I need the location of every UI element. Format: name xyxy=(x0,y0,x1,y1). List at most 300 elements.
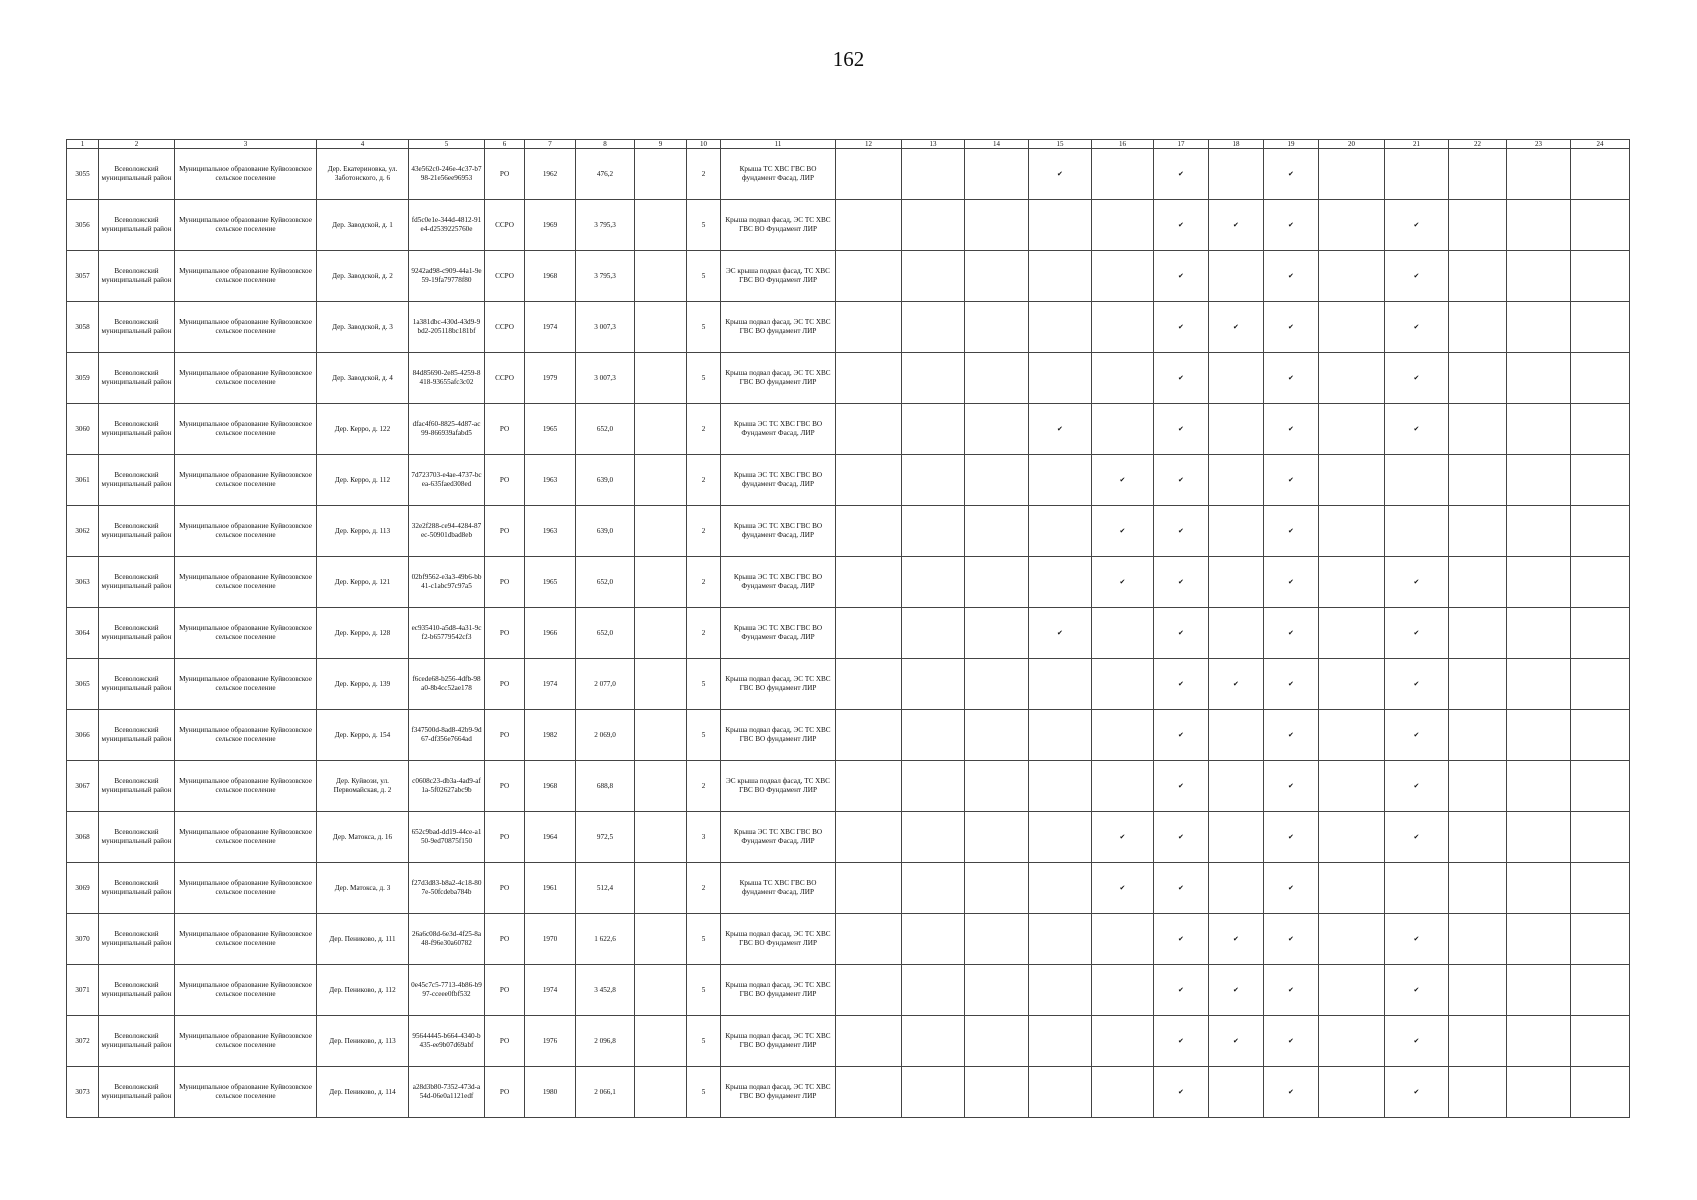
settlement-cell: Муниципальное образование Куйвозовское сельское поселение xyxy=(175,659,317,710)
empty-cell xyxy=(1571,1016,1630,1067)
year-cell: 1963 xyxy=(525,455,576,506)
area-cell: 3 007,3 xyxy=(576,302,635,353)
empty-cell xyxy=(1029,965,1092,1016)
empty-cell xyxy=(965,863,1029,914)
check-mark-icon: ✔ xyxy=(1264,1016,1319,1067)
district-cell: Всеволожский муниципальный район xyxy=(99,557,175,608)
settlement-cell: Муниципальное образование Куйвозовское сельское поселение xyxy=(175,914,317,965)
year-cell: 1970 xyxy=(525,914,576,965)
row-number: 3060 xyxy=(67,404,99,455)
check-mark-icon: ✔ xyxy=(1209,965,1264,1016)
empty-cell xyxy=(1507,761,1571,812)
check-mark-icon: ✔ xyxy=(1385,251,1449,302)
empty-cell xyxy=(635,404,687,455)
area-cell: 2 096,8 xyxy=(576,1016,635,1067)
empty-cell xyxy=(1209,149,1264,200)
year-cell: 1965 xyxy=(525,557,576,608)
empty-cell xyxy=(1507,302,1571,353)
district-cell: Всеволожский муниципальный район xyxy=(99,353,175,404)
empty-cell xyxy=(1385,506,1449,557)
check-mark-icon: ✔ xyxy=(1385,200,1449,251)
works-cell: Крыша подвал фасад, ЭС ТС ХВС ГВС ВО фундамент ЛИР xyxy=(721,710,836,761)
district-cell: Всеволожский муниципальный район xyxy=(99,1016,175,1067)
check-mark-icon: ✔ xyxy=(1264,404,1319,455)
empty-cell xyxy=(1449,200,1507,251)
building-code-cell: a28d3b80-7352-473d-a54d-06e0a1121edf xyxy=(409,1067,485,1118)
building-code-cell: f6cede68-b256-4dfb-98a0-8b4cc52ae178 xyxy=(409,659,485,710)
empty-cell xyxy=(965,557,1029,608)
empty-cell xyxy=(635,812,687,863)
year-cell: 1974 xyxy=(525,302,576,353)
empty-cell xyxy=(1029,863,1092,914)
empty-cell xyxy=(1449,506,1507,557)
empty-cell xyxy=(1571,353,1630,404)
table-body xyxy=(67,149,1630,1118)
district-cell: Всеволожский муниципальный район xyxy=(99,659,175,710)
address-cell: Дер. Керро, д. 128 xyxy=(317,608,409,659)
floors-cell: 5 xyxy=(687,914,721,965)
row-number: 3073 xyxy=(67,1067,99,1118)
type-cell: РО xyxy=(485,455,525,506)
empty-cell xyxy=(1092,404,1154,455)
building-code-cell: 32e2f288-ce94-4284-87ec-50901dbad8eb xyxy=(409,506,485,557)
check-mark-icon: ✔ xyxy=(1154,914,1209,965)
type-cell: РО xyxy=(485,812,525,863)
empty-cell xyxy=(902,965,965,1016)
area-cell: 639,0 xyxy=(576,506,635,557)
empty-cell xyxy=(1449,404,1507,455)
works-cell: Крыша ЭС ТС ХВС ГВС ВО Фундамент Фасад, ЛИР xyxy=(721,404,836,455)
settlement-cell: Муниципальное образование Куйвозовское сельское поселение xyxy=(175,506,317,557)
row-number: 3069 xyxy=(67,863,99,914)
row-number: 3055 xyxy=(67,149,99,200)
check-mark-icon: ✔ xyxy=(1264,200,1319,251)
check-mark-icon: ✔ xyxy=(1385,608,1449,659)
check-mark-icon: ✔ xyxy=(1264,608,1319,659)
column-header: 18 xyxy=(1209,140,1264,149)
check-mark-icon: ✔ xyxy=(1154,149,1209,200)
works-cell: Крыша ЭС ТС ХВС ГВС ВО Фундамент Фасад, ЛИР xyxy=(721,557,836,608)
empty-cell xyxy=(1571,251,1630,302)
check-mark-icon: ✔ xyxy=(1264,506,1319,557)
empty-cell xyxy=(1507,914,1571,965)
empty-cell xyxy=(1092,353,1154,404)
empty-cell xyxy=(902,812,965,863)
check-mark-icon: ✔ xyxy=(1385,812,1449,863)
row-number: 3057 xyxy=(67,251,99,302)
empty-cell xyxy=(1209,608,1264,659)
area-cell: 3 452,8 xyxy=(576,965,635,1016)
empty-cell xyxy=(1319,608,1385,659)
empty-cell xyxy=(635,506,687,557)
area-cell: 3 007,3 xyxy=(576,353,635,404)
check-mark-icon: ✔ xyxy=(1264,965,1319,1016)
row-number: 3058 xyxy=(67,302,99,353)
empty-cell xyxy=(1507,251,1571,302)
works-cell: Крыша подвал фасад, ЭС ТС ХВС ГВС ВО фундамент ЛИР xyxy=(721,353,836,404)
empty-cell xyxy=(1449,812,1507,863)
table-row xyxy=(67,1067,1630,1118)
floors-cell: 5 xyxy=(687,251,721,302)
district-cell: Всеволожский муниципальный район xyxy=(99,200,175,251)
empty-cell xyxy=(902,506,965,557)
district-cell: Всеволожский муниципальный район xyxy=(99,965,175,1016)
empty-cell xyxy=(1449,710,1507,761)
year-cell: 1974 xyxy=(525,659,576,710)
type-cell: РО xyxy=(485,149,525,200)
area-cell: 652,0 xyxy=(576,557,635,608)
empty-cell xyxy=(1029,659,1092,710)
check-mark-icon: ✔ xyxy=(1154,557,1209,608)
empty-cell xyxy=(1571,302,1630,353)
check-mark-icon: ✔ xyxy=(1209,302,1264,353)
address-cell: Дер. Матокса, д. 16 xyxy=(317,812,409,863)
area-cell: 476,2 xyxy=(576,149,635,200)
building-code-cell: 1a381dbc-430d-43d9-9bd2-205118bc181bf xyxy=(409,302,485,353)
building-code-cell: 84d85690-2e85-4259-8418-93655afc3c02 xyxy=(409,353,485,404)
row-number: 3064 xyxy=(67,608,99,659)
empty-cell xyxy=(1092,710,1154,761)
column-header: 13 xyxy=(902,140,965,149)
address-cell: Дер. Екатериновка, ул. Заботонского, д. 6 xyxy=(317,149,409,200)
empty-cell xyxy=(1092,608,1154,659)
area-cell: 688,8 xyxy=(576,761,635,812)
type-cell: ССРО xyxy=(485,200,525,251)
empty-cell xyxy=(965,608,1029,659)
check-mark-icon: ✔ xyxy=(1264,455,1319,506)
works-cell: ЭС крыша подвал фасад, ТС ХВС ГВС ВО Фундамент ЛИР xyxy=(721,251,836,302)
district-cell: Всеволожский муниципальный район xyxy=(99,608,175,659)
empty-cell xyxy=(1319,863,1385,914)
floors-cell: 2 xyxy=(687,557,721,608)
empty-cell xyxy=(1029,557,1092,608)
empty-cell xyxy=(1507,659,1571,710)
empty-cell xyxy=(1571,710,1630,761)
address-cell: Дер. Пениково, д. 112 xyxy=(317,965,409,1016)
empty-cell xyxy=(1092,761,1154,812)
empty-cell xyxy=(1319,659,1385,710)
type-cell: РО xyxy=(485,710,525,761)
check-mark-icon: ✔ xyxy=(1154,1016,1209,1067)
check-mark-icon: ✔ xyxy=(1154,812,1209,863)
empty-cell xyxy=(965,404,1029,455)
empty-cell xyxy=(836,710,902,761)
empty-cell xyxy=(1507,455,1571,506)
empty-cell xyxy=(1449,1067,1507,1118)
settlement-cell: Муниципальное образование Куйвозовское сельское поселение xyxy=(175,557,317,608)
empty-cell xyxy=(1209,404,1264,455)
row-number: 3067 xyxy=(67,761,99,812)
district-cell: Всеволожский муниципальный район xyxy=(99,251,175,302)
check-mark-icon: ✔ xyxy=(1385,1016,1449,1067)
column-header: 8 xyxy=(576,140,635,149)
table-row xyxy=(67,761,1630,812)
check-mark-icon: ✔ xyxy=(1154,302,1209,353)
column-header: 17 xyxy=(1154,140,1209,149)
type-cell: РО xyxy=(485,965,525,1016)
type-cell: ССРО xyxy=(485,302,525,353)
type-cell: РО xyxy=(485,608,525,659)
works-cell: Крыша подвал фасад, ЭС ТС ХВС ГВС ВО фундамент ЛИР xyxy=(721,1067,836,1118)
area-cell: 972,5 xyxy=(576,812,635,863)
empty-cell xyxy=(1319,302,1385,353)
type-cell: РО xyxy=(485,761,525,812)
floors-cell: 5 xyxy=(687,710,721,761)
empty-cell xyxy=(965,302,1029,353)
column-header: 14 xyxy=(965,140,1029,149)
type-cell: РО xyxy=(485,404,525,455)
district-cell: Всеволожский муниципальный район xyxy=(99,914,175,965)
empty-cell xyxy=(1319,761,1385,812)
floors-cell: 2 xyxy=(687,608,721,659)
empty-cell xyxy=(1507,710,1571,761)
check-mark-icon: ✔ xyxy=(1264,710,1319,761)
column-header: 7 xyxy=(525,140,576,149)
empty-cell xyxy=(836,506,902,557)
empty-cell xyxy=(1507,965,1571,1016)
building-code-cell: fd5c0e1e-344d-4812-91e4-d2539225760e xyxy=(409,200,485,251)
works-cell: Крыша ЭС ТС ХВС ГВС ВО фундамент Фасад, ЛИР xyxy=(721,506,836,557)
empty-cell xyxy=(635,1016,687,1067)
check-mark-icon: ✔ xyxy=(1385,761,1449,812)
empty-cell xyxy=(1029,455,1092,506)
empty-cell xyxy=(965,1016,1029,1067)
table-row xyxy=(67,353,1630,404)
empty-cell xyxy=(965,965,1029,1016)
address-cell: Дер. Керро, д. 154 xyxy=(317,710,409,761)
empty-cell xyxy=(1507,149,1571,200)
row-number: 3056 xyxy=(67,200,99,251)
check-mark-icon: ✔ xyxy=(1264,914,1319,965)
check-mark-icon: ✔ xyxy=(1385,1067,1449,1118)
check-mark-icon: ✔ xyxy=(1092,455,1154,506)
empty-cell xyxy=(1507,1016,1571,1067)
empty-cell xyxy=(1507,812,1571,863)
empty-cell xyxy=(1571,557,1630,608)
check-mark-icon: ✔ xyxy=(1385,302,1449,353)
district-cell: Всеволожский муниципальный район xyxy=(99,506,175,557)
empty-cell xyxy=(836,659,902,710)
year-cell: 1962 xyxy=(525,149,576,200)
settlement-cell: Муниципальное образование Куйвозовское сельское поселение xyxy=(175,863,317,914)
empty-cell xyxy=(1449,761,1507,812)
empty-cell xyxy=(1209,455,1264,506)
empty-cell xyxy=(902,557,965,608)
year-cell: 1979 xyxy=(525,353,576,404)
empty-cell xyxy=(836,149,902,200)
address-cell: Дер. Пениково, д. 114 xyxy=(317,1067,409,1118)
empty-cell xyxy=(965,251,1029,302)
table-row xyxy=(67,863,1630,914)
floors-cell: 5 xyxy=(687,659,721,710)
empty-cell xyxy=(836,812,902,863)
type-cell: ССРО xyxy=(485,251,525,302)
check-mark-icon: ✔ xyxy=(1264,1067,1319,1118)
empty-cell xyxy=(965,812,1029,863)
year-cell: 1974 xyxy=(525,965,576,1016)
empty-cell xyxy=(635,251,687,302)
empty-cell xyxy=(635,608,687,659)
works-cell: Крыша подвал фасад, ЭС ТС ХВС ГВС ВО Фундамент ЛИР xyxy=(721,200,836,251)
works-cell: Крыша ЭС ТС ХВС ГВС ВО Фундамент Фасад, ЛИР xyxy=(721,812,836,863)
column-header: 19 xyxy=(1264,140,1319,149)
empty-cell xyxy=(902,863,965,914)
check-mark-icon: ✔ xyxy=(1264,302,1319,353)
empty-cell xyxy=(1209,710,1264,761)
address-cell: Дер. Заводской, д. 1 xyxy=(317,200,409,251)
empty-cell xyxy=(1319,506,1385,557)
empty-cell xyxy=(836,353,902,404)
empty-cell xyxy=(1571,863,1630,914)
district-cell: Всеволожский муниципальный район xyxy=(99,812,175,863)
check-mark-icon: ✔ xyxy=(1209,1016,1264,1067)
check-mark-icon: ✔ xyxy=(1264,353,1319,404)
year-cell: 1965 xyxy=(525,404,576,455)
empty-cell xyxy=(1571,200,1630,251)
empty-cell xyxy=(1449,353,1507,404)
type-cell: РО xyxy=(485,557,525,608)
settlement-cell: Муниципальное образование Куйвозовское сельское поселение xyxy=(175,608,317,659)
empty-cell xyxy=(1319,965,1385,1016)
empty-cell xyxy=(1092,1067,1154,1118)
check-mark-icon: ✔ xyxy=(1154,506,1209,557)
year-cell: 1980 xyxy=(525,1067,576,1118)
empty-cell xyxy=(902,761,965,812)
empty-cell xyxy=(1507,1067,1571,1118)
works-cell: Крыша подвал фасад, ЭС ТС ХВС ГВС ВО фундамент ЛИР xyxy=(721,1016,836,1067)
empty-cell xyxy=(1449,1016,1507,1067)
area-cell: 2 066,1 xyxy=(576,1067,635,1118)
table-row xyxy=(67,506,1630,557)
building-code-cell: f27d3d83-b8a2-4c18-807e-50fcdeba784b xyxy=(409,863,485,914)
empty-cell xyxy=(1029,710,1092,761)
check-mark-icon: ✔ xyxy=(1092,557,1154,608)
district-cell: Всеволожский муниципальный район xyxy=(99,404,175,455)
address-cell: Дер. Заводской, д. 2 xyxy=(317,251,409,302)
type-cell: РО xyxy=(485,1067,525,1118)
year-cell: 1982 xyxy=(525,710,576,761)
empty-cell xyxy=(836,200,902,251)
settlement-cell: Муниципальное образование Куйвозовское сельское поселение xyxy=(175,302,317,353)
empty-cell xyxy=(902,251,965,302)
year-cell: 1964 xyxy=(525,812,576,863)
floors-cell: 5 xyxy=(687,353,721,404)
empty-cell xyxy=(1449,149,1507,200)
address-cell: Дер. Керро, д. 112 xyxy=(317,455,409,506)
table-row xyxy=(67,659,1630,710)
empty-cell xyxy=(1209,1067,1264,1118)
works-cell: ЭС крыша подвал фасад, ТС ХВС ГВС ВО Фундамент ЛИР xyxy=(721,761,836,812)
empty-cell xyxy=(1449,659,1507,710)
floors-cell: 3 xyxy=(687,812,721,863)
empty-cell xyxy=(1449,914,1507,965)
building-code-cell: 9242ad98-c909-44a1-9e59-19fa79778f80 xyxy=(409,251,485,302)
empty-cell xyxy=(1319,455,1385,506)
district-cell: Всеволожский муниципальный район xyxy=(99,761,175,812)
empty-cell xyxy=(965,761,1029,812)
empty-cell xyxy=(1507,353,1571,404)
settlement-cell: Муниципальное образование Куйвозовское сельское поселение xyxy=(175,710,317,761)
empty-cell xyxy=(1571,149,1630,200)
district-cell: Всеволожский муниципальный район xyxy=(99,302,175,353)
check-mark-icon: ✔ xyxy=(1092,863,1154,914)
empty-cell xyxy=(965,506,1029,557)
empty-cell xyxy=(1571,404,1630,455)
empty-cell xyxy=(1385,455,1449,506)
floors-cell: 5 xyxy=(687,302,721,353)
row-number: 3066 xyxy=(67,710,99,761)
row-number: 3068 xyxy=(67,812,99,863)
empty-cell xyxy=(1029,302,1092,353)
building-code-cell: 95644445-b664-4340-b435-ee9b07d69abf xyxy=(409,1016,485,1067)
check-mark-icon: ✔ xyxy=(1385,404,1449,455)
check-mark-icon: ✔ xyxy=(1385,914,1449,965)
building-code-cell: 02bf9562-e3a3-49b6-bb41-c1abc97c97a5 xyxy=(409,557,485,608)
building-code-cell: 26a6c08d-6e3d-4f25-8a48-f96e30a60782 xyxy=(409,914,485,965)
type-cell: РО xyxy=(485,659,525,710)
empty-cell xyxy=(1029,353,1092,404)
check-mark-icon: ✔ xyxy=(1385,710,1449,761)
settlement-cell: Муниципальное образование Куйвозовское сельское поселение xyxy=(175,149,317,200)
column-header: 3 xyxy=(175,140,317,149)
table-row xyxy=(67,812,1630,863)
check-mark-icon: ✔ xyxy=(1029,404,1092,455)
building-code-cell: f347500d-8ad8-42b9-9d67-df356e7664ad xyxy=(409,710,485,761)
floors-cell: 5 xyxy=(687,200,721,251)
column-header: 22 xyxy=(1449,140,1507,149)
empty-cell xyxy=(1092,659,1154,710)
empty-cell xyxy=(902,404,965,455)
area-cell: 652,0 xyxy=(576,608,635,659)
empty-cell xyxy=(836,863,902,914)
floors-cell: 5 xyxy=(687,1016,721,1067)
area-cell: 3 795,3 xyxy=(576,200,635,251)
column-header: 16 xyxy=(1092,140,1154,149)
empty-cell xyxy=(635,455,687,506)
empty-cell xyxy=(1029,506,1092,557)
empty-cell xyxy=(1209,761,1264,812)
empty-cell xyxy=(635,557,687,608)
check-mark-icon: ✔ xyxy=(1209,914,1264,965)
empty-cell xyxy=(836,1016,902,1067)
table-row xyxy=(67,302,1630,353)
building-code-cell: 43e562c0-246e-4c37-b798-21e56ee96953 xyxy=(409,149,485,200)
works-cell: Крыша подвал фасад, ЭС ТС ХВС ГВС ВО фундамент ЛИР xyxy=(721,965,836,1016)
empty-cell xyxy=(836,251,902,302)
column-header: 6 xyxy=(485,140,525,149)
address-cell: Дер. Керро, д. 122 xyxy=(317,404,409,455)
works-cell: Крыша ЭС ТС ХВС ГВС ВО фундамент Фасад, ЛИР xyxy=(721,455,836,506)
floors-cell: 2 xyxy=(687,506,721,557)
empty-cell xyxy=(902,608,965,659)
empty-cell xyxy=(836,557,902,608)
empty-cell xyxy=(635,200,687,251)
empty-cell xyxy=(635,149,687,200)
row-number: 3070 xyxy=(67,914,99,965)
empty-cell xyxy=(1092,149,1154,200)
empty-cell xyxy=(902,455,965,506)
empty-cell xyxy=(1571,608,1630,659)
empty-cell xyxy=(1507,557,1571,608)
empty-cell xyxy=(635,1067,687,1118)
table-row xyxy=(67,608,1630,659)
check-mark-icon: ✔ xyxy=(1264,812,1319,863)
check-mark-icon: ✔ xyxy=(1385,965,1449,1016)
empty-cell xyxy=(1319,914,1385,965)
empty-cell xyxy=(836,608,902,659)
empty-cell xyxy=(1029,251,1092,302)
empty-cell xyxy=(1319,251,1385,302)
